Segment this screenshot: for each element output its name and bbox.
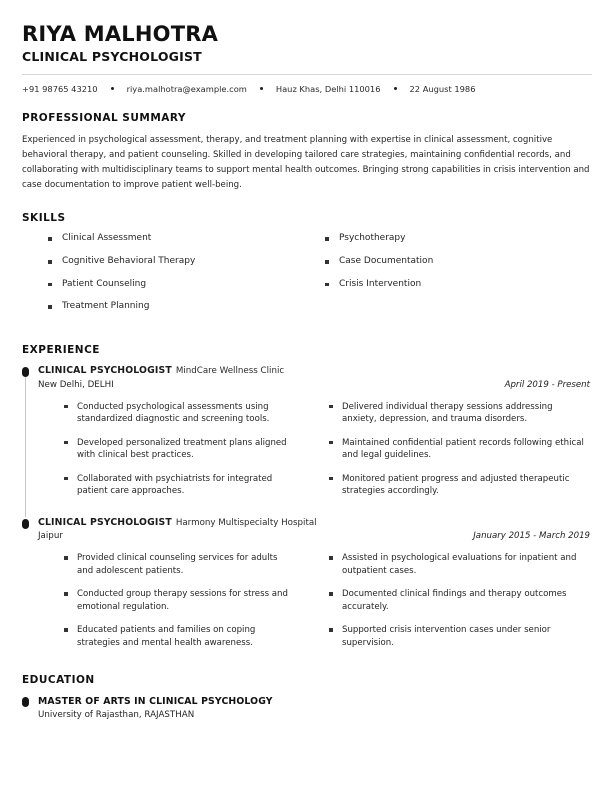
skill-item: Cognitive Behavioral Therapy xyxy=(48,256,307,268)
section-heading-skills: SKILLS xyxy=(22,212,66,225)
experience-bullet: Developed personalized treatment plans aligned with clinical best practices. xyxy=(64,437,291,462)
experience-organization: Harmony Multispecialty Hospital xyxy=(175,517,317,528)
experience-bullet: Documented clinical findings and therapy outcomes accurately. xyxy=(329,588,584,613)
resume-header xyxy=(22,22,592,94)
experience-location: New Delhi, DELHI xyxy=(38,379,114,390)
experience-entry-header xyxy=(38,365,592,378)
skill-item: Psychotherapy xyxy=(325,233,592,245)
education-school: University of Rajasthan, RAJASTHAN xyxy=(38,710,195,721)
timeline-marker-icon xyxy=(22,697,29,707)
section-heading-education: EDUCATION xyxy=(22,674,95,687)
education-entry xyxy=(22,695,592,722)
section-professional-summary xyxy=(22,112,592,192)
experience-date-range: January 2015 - March 2019 xyxy=(473,531,590,542)
contact-row xyxy=(22,84,592,95)
skills-columns xyxy=(22,233,592,324)
experience-bullets xyxy=(38,401,592,513)
experience-bullet: Educated patients and families on coping strategies and mental health awareness. xyxy=(64,624,291,649)
skill-item: Crisis Intervention xyxy=(325,279,592,291)
experience-entry-header xyxy=(38,517,592,530)
contact-phone: +91 98765 43210 xyxy=(22,83,98,94)
candidate-job-title: CLINICAL PSYCHOLOGIST xyxy=(22,49,202,65)
experience-role: CLINICAL PSYCHOLOGIST xyxy=(38,365,172,377)
skill-item: Patient Counseling xyxy=(48,279,307,291)
experience-entry xyxy=(22,517,592,665)
section-heading-experience: EXPERIENCE xyxy=(22,344,100,357)
timeline-marker-icon xyxy=(22,519,29,529)
experience-bullet: Conducted psychological assessments using standardized diagnostic and screening tools. xyxy=(64,401,291,426)
summary-text: Experienced in psychological assessment, therapy, and treatment planning with expertise in clinical assessment, cognitive behavioral therapy, and patient counseling. Skilled in developing tailored care strategies, maintaining confidential records, and collaborating with multidisciplinary teams to support mental health outcomes. Bringing strong capabilities in crisis intervention and case documentation to improve patient well-being. xyxy=(22,135,590,190)
experience-entry-subheader xyxy=(38,379,592,392)
experience-entry-subheader xyxy=(38,530,592,543)
experience-bullet: Monitored patient progress and adjusted therapeutic strategies accordingly. xyxy=(329,473,584,498)
experience-bullet: Provided clinical counseling services for adults and adolescent patients. xyxy=(64,552,291,577)
experience-entry xyxy=(22,365,592,513)
header-divider xyxy=(22,74,592,75)
timeline-marker-icon xyxy=(22,367,29,377)
skills-column-right xyxy=(307,233,592,324)
experience-bullets-left xyxy=(38,401,315,509)
skill-item: Treatment Planning xyxy=(48,301,307,313)
contact-separator-dot-icon xyxy=(260,87,263,90)
contact-address: Hauz Khas, Delhi 110016 xyxy=(275,83,381,94)
education-degree: MASTER OF ARTS IN CLINICAL PSYCHOLOGY xyxy=(38,696,273,708)
experience-bullet: Assisted in psychological evaluations for inpatient and outpatient cases. xyxy=(329,552,584,577)
experience-bullets xyxy=(38,552,592,664)
skill-item: Clinical Assessment xyxy=(48,233,307,245)
experience-bullets-right xyxy=(315,401,592,509)
experience-bullet: Collaborated with psychiatrists for integrated patient care approaches. xyxy=(64,473,291,498)
experience-organization: MindCare Wellness Clinic xyxy=(175,366,285,377)
experience-bullets-left xyxy=(38,552,315,660)
section-skills xyxy=(22,212,592,324)
contact-birthdate: 22 August 1986 xyxy=(409,83,476,94)
candidate-name: RIYA MALHOTRA xyxy=(22,22,219,46)
contact-separator-dot-icon xyxy=(394,87,397,90)
section-heading-summary: PROFESSIONAL SUMMARY xyxy=(22,112,187,125)
skills-column-left xyxy=(22,233,307,324)
experience-bullet: Maintained confidential patient records following ethical and legal guidelines. xyxy=(329,437,584,462)
skill-item: Case Documentation xyxy=(325,256,592,268)
contact-separator-dot-icon xyxy=(111,87,114,90)
contact-email: riya.malhotra@example.com xyxy=(126,83,247,94)
experience-date-range: April 2019 - Present xyxy=(504,379,590,390)
experience-bullet: Conducted group therapy sessions for stress and emotional regulation. xyxy=(64,588,291,613)
section-education xyxy=(22,674,592,722)
experience-role: CLINICAL PSYCHOLOGIST xyxy=(38,516,172,528)
experience-bullet: Supported crisis intervention cases under senior supervision. xyxy=(329,624,584,649)
section-experience xyxy=(22,344,592,664)
timeline-connector-line xyxy=(25,377,26,517)
experience-bullets-right xyxy=(315,552,592,660)
experience-bullet: Delivered individual therapy sessions addressing anxiety, depression, and trauma disorders. xyxy=(329,401,584,426)
experience-timeline xyxy=(22,365,592,664)
experience-location: Jaipur xyxy=(38,531,63,542)
